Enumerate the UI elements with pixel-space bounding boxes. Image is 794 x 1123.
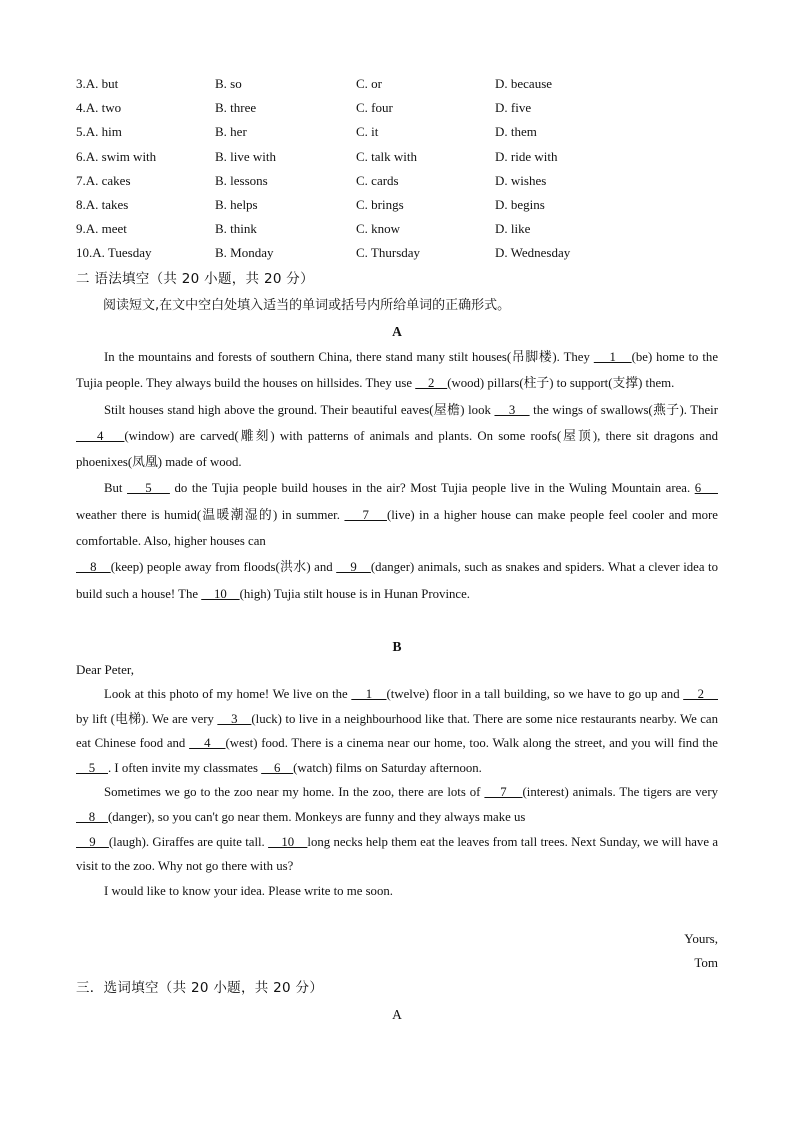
section-3-label: A bbox=[392, 1007, 402, 1022]
letter-signature: Tom bbox=[694, 955, 718, 970]
text-segment: (be) home to the Tujia people. They always build the houses on hillsides. They use bbox=[76, 350, 719, 391]
text-segment: (luck) to live in a neighbourhood like that. There are some nice restaurants nearby. We can eat Chinese food and bbox=[76, 711, 718, 751]
choice-option-c: C. talk with bbox=[356, 148, 418, 164]
text-segment: (window) are carved(雕刻) with patterns of animals and plants. On some roofs(屋顶), there sit dragons and phoenixes(凤凰) made of wood. bbox=[76, 428, 718, 470]
choice-option-c: C. cards bbox=[356, 172, 399, 188]
choice-option-b: B. three bbox=[215, 100, 257, 116]
section-2-heading: 二 语法填空（共 20 小题，共 20 分） bbox=[76, 271, 314, 287]
section-2-instruction: 阅读短文,在文中空白处填入适当的单词或括号内所给单词的正确形式。 bbox=[103, 298, 511, 313]
choice-option-a: 10.A. Tuesday bbox=[76, 245, 152, 261]
text-segment: (live) in a higher house can make people feel cooler and more comfortable. Also, higher houses can bbox=[76, 507, 718, 549]
passage-a-label: A bbox=[392, 324, 402, 339]
choice-option-d: D. like bbox=[495, 221, 531, 237]
letter-body bbox=[76, 682, 718, 903]
choice-option-a: 4.A. two bbox=[76, 100, 122, 116]
choice-option-c: C. know bbox=[356, 221, 401, 237]
paragraph bbox=[76, 830, 718, 879]
choice-row bbox=[76, 147, 726, 171]
text-segment: (danger), so you can't go near them. Monkeys are funny and they always make us bbox=[108, 809, 526, 824]
text-segment: (west) food. There is a cinema near our home, too. Walk along the street, and you will find the bbox=[225, 736, 718, 751]
paragraph bbox=[76, 780, 718, 829]
paragraph bbox=[76, 397, 718, 476]
answer-blank: 1 bbox=[593, 350, 632, 364]
text-segment: (wood) pillars(柱子) to support(支撑) them. bbox=[447, 376, 675, 391]
text-segment: But bbox=[104, 481, 128, 496]
text-segment: I would like to know your idea. Please write to me soon. bbox=[104, 883, 393, 898]
passage-a bbox=[76, 344, 718, 607]
text-segment: (twelve) floor in a tall building, so we have to go up and bbox=[386, 687, 684, 701]
answer-blank: 4 bbox=[76, 428, 125, 443]
choice-option-b: B. Monday bbox=[215, 245, 274, 261]
answer-blank: 7 bbox=[484, 785, 523, 800]
text-segment: weather there is humid(温暖潮湿的) in summer. bbox=[76, 507, 345, 522]
choice-row bbox=[76, 219, 726, 243]
answer-blank: 8 bbox=[76, 809, 108, 824]
paragraph bbox=[76, 879, 718, 904]
text-segment: (keep) people away from floods(洪水) and bbox=[110, 560, 337, 575]
choice-option-d: D. five bbox=[495, 100, 532, 116]
text-segment: Sometimes we go to the zoo near my home. In the zoo, there are lots of bbox=[104, 785, 485, 800]
answer-blank: 5 bbox=[76, 760, 108, 775]
choice-option-d: D. wishes bbox=[495, 172, 547, 188]
choice-option-c: C. it bbox=[356, 124, 379, 140]
choice-option-a: 6.A. swim with bbox=[76, 148, 157, 164]
text-segment: do the Tujia people build houses in the air? Most Tujia people live in the Wuling Mountain area. bbox=[169, 481, 695, 496]
answer-blank: 3 bbox=[494, 402, 530, 417]
text-segment: (watch) films on Saturday afternoon. bbox=[293, 760, 482, 775]
text-segment: In the mountains and forests of southern China, there stand many stilt houses(吊脚楼). They bbox=[104, 350, 594, 364]
choice-option-a: 9.A. meet bbox=[76, 221, 127, 237]
answer-blank: 6 bbox=[261, 760, 294, 775]
answer-blank: 1 bbox=[351, 687, 387, 701]
answer-blank: 4 bbox=[189, 736, 226, 751]
text-segment: Look at this photo of my home! We live on the bbox=[104, 687, 352, 701]
choice-row bbox=[76, 243, 726, 267]
paragraph bbox=[76, 344, 718, 397]
choice-option-b: B. helps bbox=[215, 196, 258, 212]
answer-blank: 6 bbox=[694, 481, 718, 496]
choice-row bbox=[76, 171, 726, 195]
paragraph bbox=[76, 682, 718, 780]
choice-option-a: 7.A. cakes bbox=[76, 172, 131, 188]
text-segment: (danger) animals, such as snakes and spiders. What a clever idea to build such a house! The bbox=[76, 560, 718, 601]
text-segment: (laugh). Giraffes are quite tall. bbox=[108, 834, 269, 849]
paragraph bbox=[76, 554, 718, 607]
choice-option-c: C. Thursday bbox=[356, 245, 421, 261]
answer-blank: 5 bbox=[127, 481, 170, 496]
choice-option-c: C. four bbox=[356, 100, 393, 116]
answer-blank: 10 bbox=[201, 586, 240, 601]
answer-blank: 9 bbox=[76, 834, 109, 849]
choice-option-d: D. because bbox=[495, 76, 553, 91]
text-segment: the wings of swallows(燕子). Their bbox=[529, 402, 718, 417]
answer-blank: 2 bbox=[683, 687, 718, 701]
choice-option-b: B. so bbox=[215, 76, 242, 91]
answer-blank: 2 bbox=[415, 376, 448, 391]
choice-option-c: C. or bbox=[356, 76, 382, 91]
choice-row bbox=[76, 74, 726, 98]
text-segment: Stilt houses stand high above the ground. Their beautiful eaves(屋檐) look bbox=[104, 402, 495, 417]
choice-option-d: D. them bbox=[495, 124, 537, 140]
choice-row bbox=[76, 122, 726, 146]
choice-row bbox=[76, 98, 726, 122]
text-segment: long necks help them eat the leaves from tall trees. Next Sunday, we will have a visit to the zoo. Why not go there with us? bbox=[76, 834, 718, 874]
text-segment: . I often invite my classmates bbox=[108, 760, 262, 775]
choice-option-a: 5.A. him bbox=[76, 124, 122, 140]
answer-blank: 10 bbox=[268, 834, 308, 849]
choice-option-b: B. her bbox=[215, 124, 247, 140]
choice-option-a: 3.A. but bbox=[76, 76, 119, 91]
text-segment: by lift (电梯). We are very bbox=[76, 711, 218, 726]
choice-option-d: D. ride with bbox=[495, 148, 558, 164]
choice-option-b: B. live with bbox=[215, 148, 277, 164]
passage-b-label: B bbox=[392, 639, 402, 654]
paragraph bbox=[76, 475, 718, 554]
text-segment: (high) Tujia stilt house is in Hunan Province. bbox=[239, 586, 470, 601]
answer-blank: 3 bbox=[217, 711, 252, 726]
text-segment: (interest) animals. The tigers are very bbox=[522, 785, 718, 800]
choice-option-c: C. brings bbox=[356, 196, 404, 212]
choice-option-d: D. Wednesday bbox=[495, 245, 571, 261]
section-3-heading: 三．选词填空（共 20 小题，共 20 分） bbox=[76, 980, 324, 996]
answer-blank: 9 bbox=[336, 560, 371, 575]
choice-option-d: D. begins bbox=[495, 196, 545, 212]
choice-option-b: B. lessons bbox=[215, 172, 268, 188]
letter-closing: Yours, bbox=[684, 931, 718, 946]
choice-option-b: B. think bbox=[215, 221, 257, 237]
choice-row bbox=[76, 195, 726, 219]
answer-blank: 8 bbox=[76, 560, 111, 575]
multiple-choice-options bbox=[76, 74, 726, 268]
choice-option-a: 8.A. takes bbox=[76, 196, 129, 212]
answer-blank: 7 bbox=[344, 507, 387, 522]
letter-greeting: Dear Peter, bbox=[76, 662, 134, 677]
